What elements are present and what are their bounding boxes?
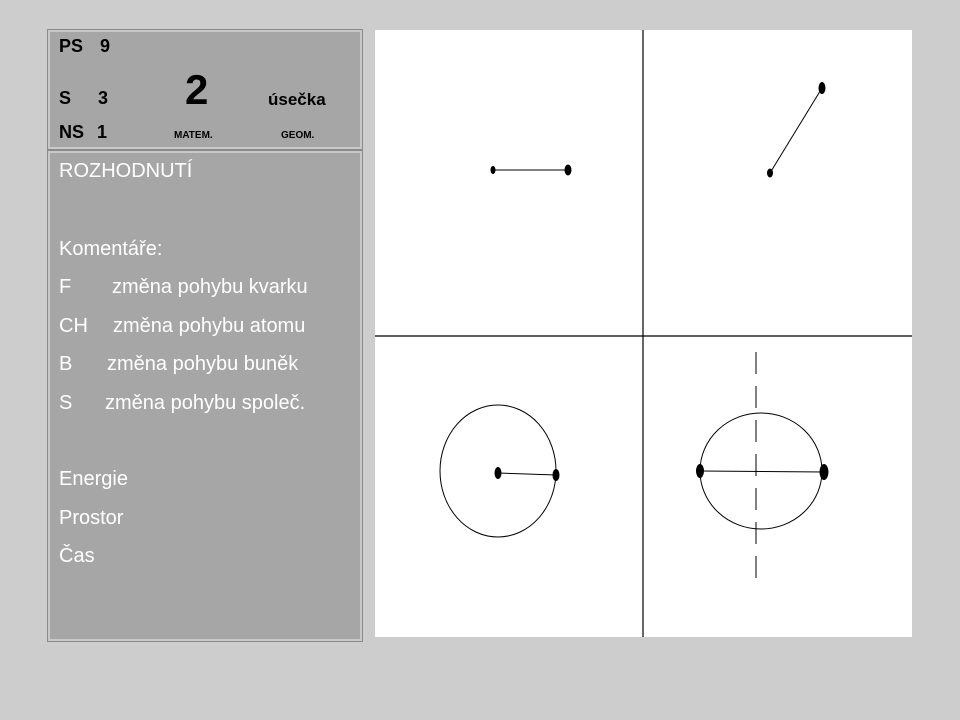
comment-text-s: změna pohybu společ. bbox=[105, 392, 306, 414]
circle-with-radius bbox=[440, 405, 560, 537]
comment-text-ch: změna pohybu atomu bbox=[113, 315, 306, 337]
segment-diagonal bbox=[767, 82, 826, 178]
ns-label: NS bbox=[59, 122, 85, 142]
matem-label: MATEM. bbox=[174, 130, 213, 141]
diagonal-endpoint-small bbox=[767, 169, 773, 178]
geometry-diagram bbox=[375, 30, 912, 637]
segment-endpoint-small bbox=[491, 166, 496, 174]
ps-value: 9 bbox=[100, 36, 111, 56]
info-panel bbox=[47, 150, 363, 642]
ps-label: PS bbox=[59, 36, 84, 56]
segment-horizontal bbox=[491, 165, 572, 176]
diameter-line bbox=[700, 471, 824, 472]
shape-word: úsečka bbox=[268, 90, 326, 109]
header-panel bbox=[47, 29, 363, 150]
circle-center-point bbox=[495, 467, 502, 479]
comments-heading: Komentáře: bbox=[59, 238, 163, 260]
geom-label: GEOM. bbox=[281, 130, 315, 141]
diameter-right-point bbox=[820, 464, 829, 480]
comment-text-b: změna pohybu buněk bbox=[107, 353, 299, 375]
comment-code-ch: CH bbox=[59, 315, 88, 337]
radius-line bbox=[498, 473, 556, 475]
s-value: 3 bbox=[98, 88, 109, 108]
decision-title: ROZHODNUTÍ bbox=[59, 160, 193, 182]
footer-item-energie: Energie bbox=[59, 468, 128, 490]
geometry-canvas bbox=[375, 30, 912, 637]
ns-value: 1 bbox=[97, 122, 108, 142]
circle-with-diameter bbox=[696, 352, 829, 587]
diameter-left-point bbox=[696, 464, 704, 478]
comment-code-s: S bbox=[59, 392, 73, 414]
comment-code-b: B bbox=[59, 353, 73, 375]
comment-code-f: F bbox=[59, 276, 72, 298]
segment-endpoint-large bbox=[565, 165, 572, 176]
footer-item-prostor: Prostor bbox=[59, 507, 124, 529]
big-number: 2 bbox=[185, 66, 209, 113]
s-label: S bbox=[59, 88, 72, 108]
diagonal-endpoint-large bbox=[819, 82, 826, 94]
comment-text-f: změna pohybu kvarku bbox=[112, 276, 308, 298]
footer-item-cas: Čas bbox=[59, 545, 95, 567]
radius-end-point bbox=[553, 469, 560, 481]
